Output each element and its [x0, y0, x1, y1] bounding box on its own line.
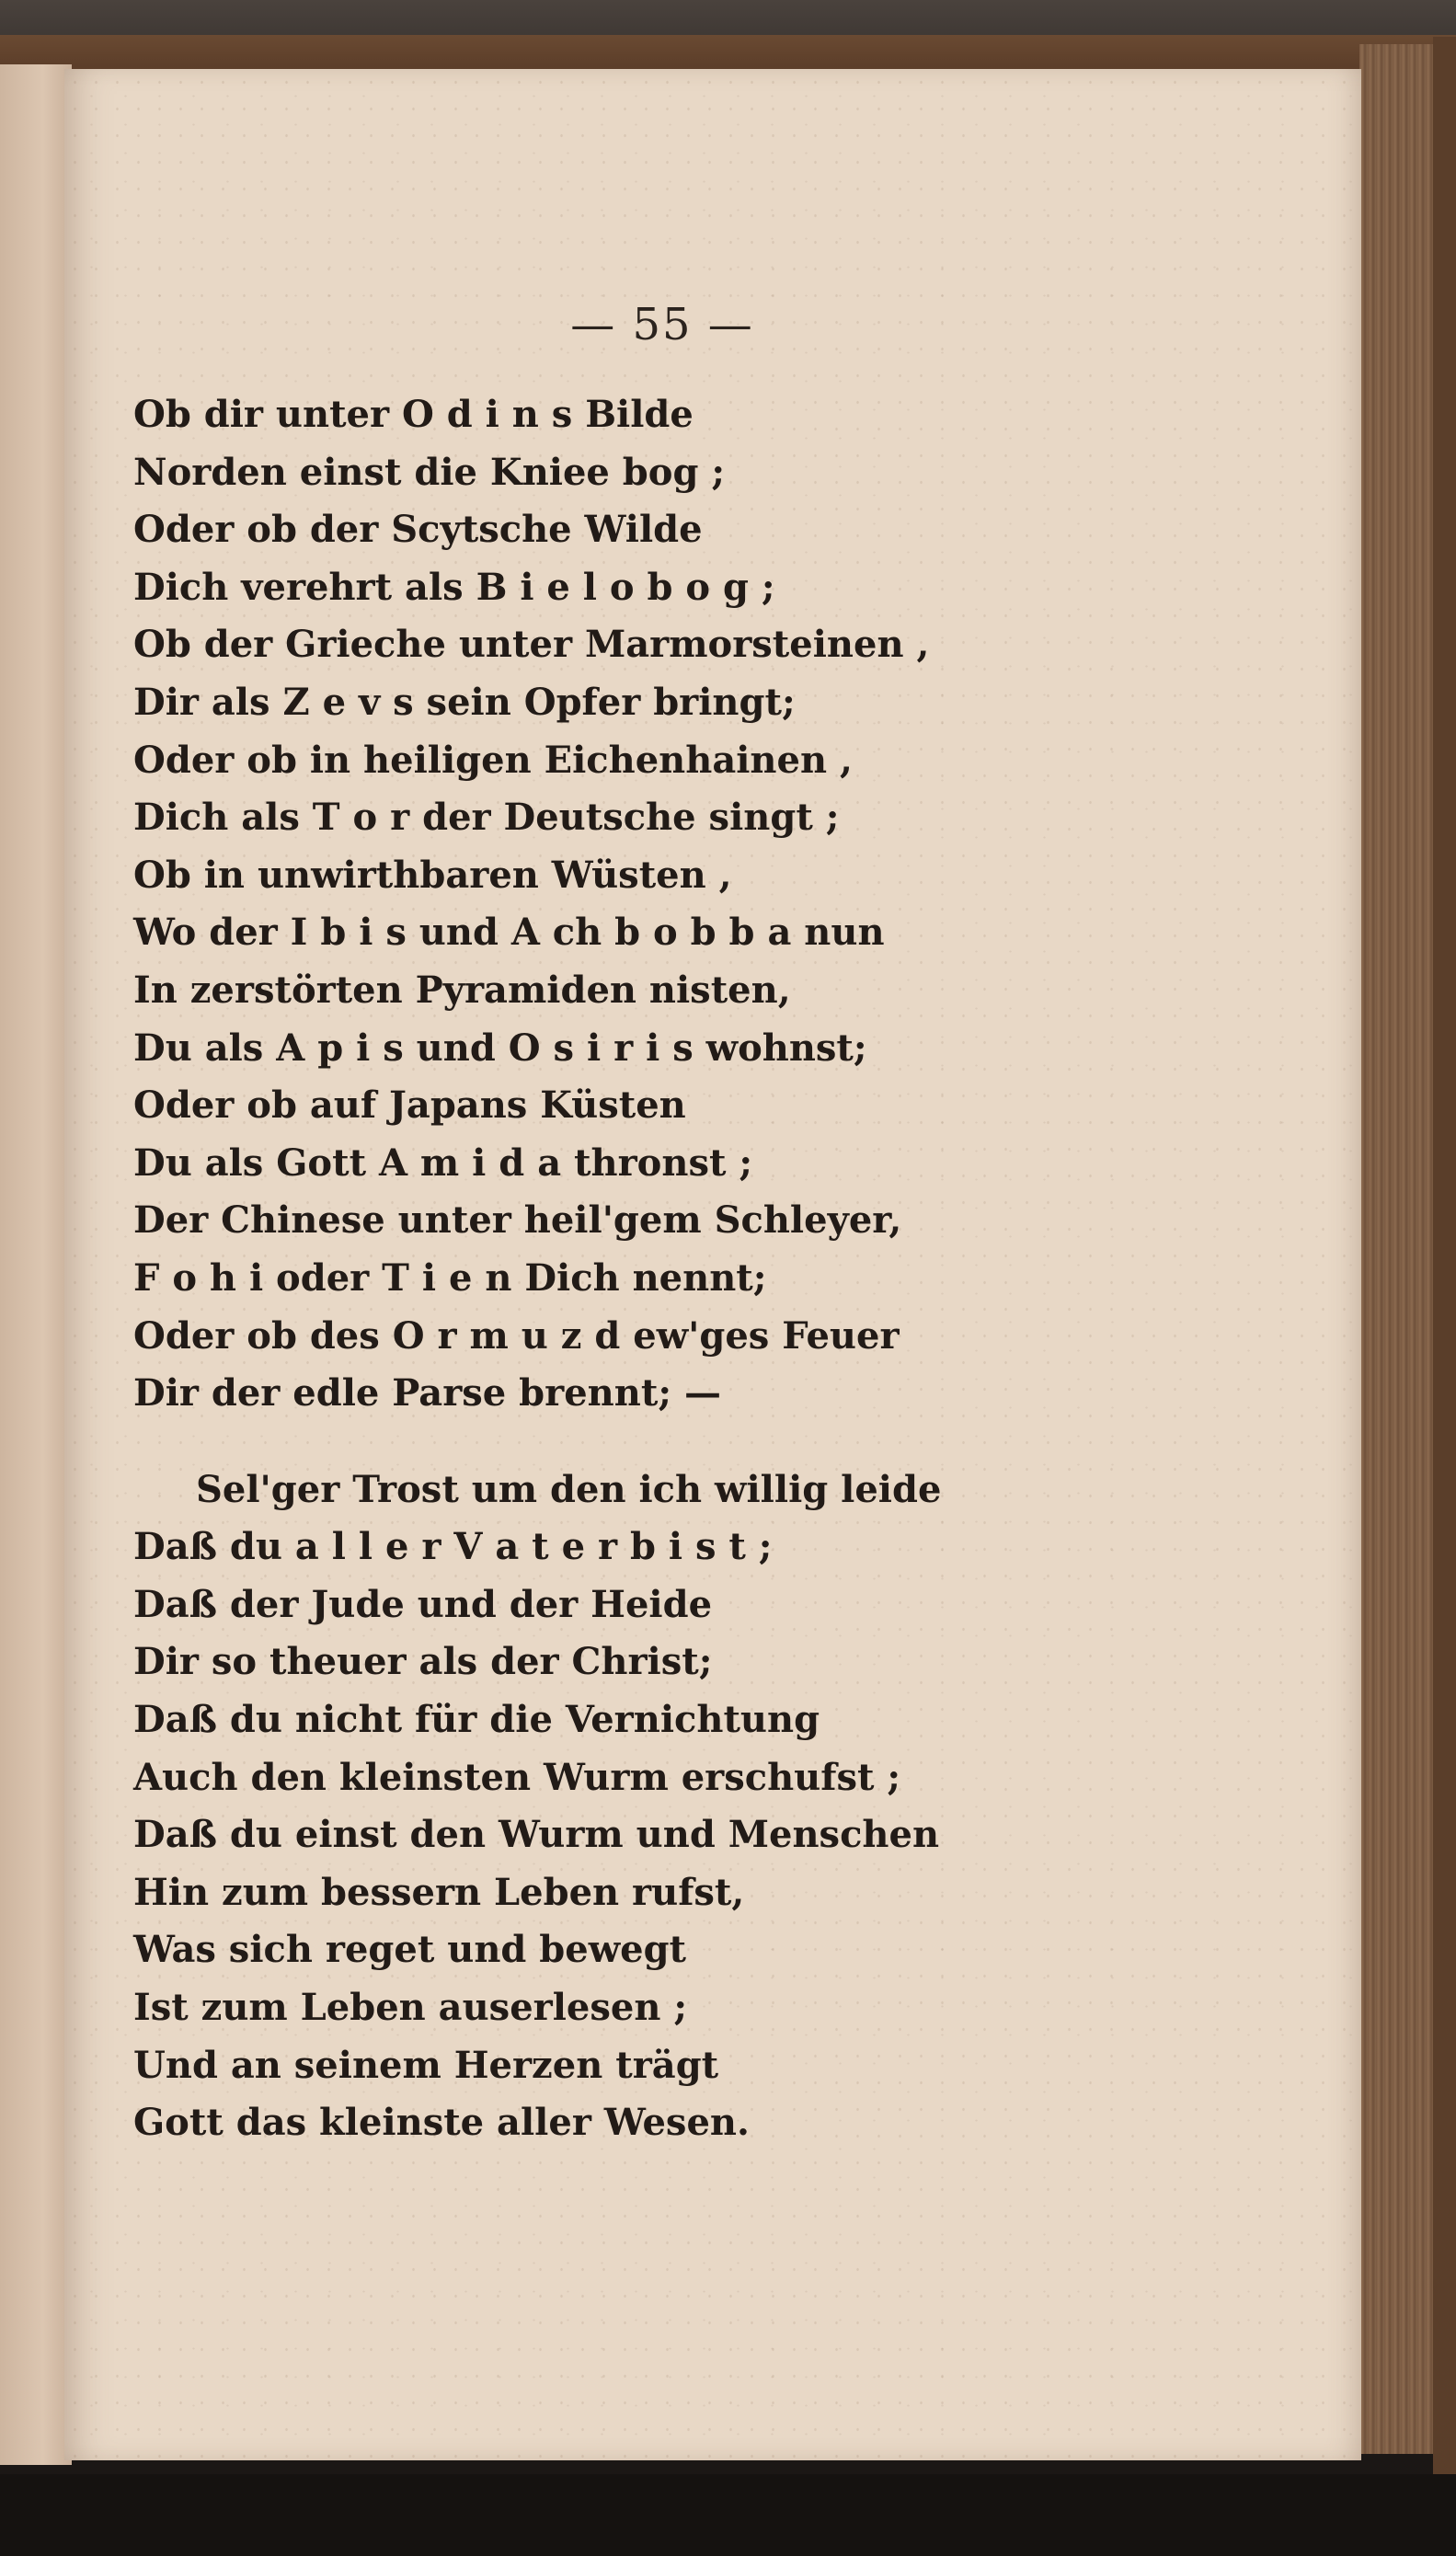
- poem-text: [133, 386, 1329, 2152]
- book-page-edges: [1359, 44, 1442, 2454]
- poem-line: Oder ob der Scytsche Wilde: [133, 508, 703, 552]
- previous-page-sliver: [0, 64, 72, 2465]
- stanza-break: [133, 1423, 1329, 1461]
- poem-line: Gott das kleinste aller Wesen.: [133, 2101, 750, 2145]
- background-bottom: [0, 2474, 1456, 2556]
- poem-line: Daß du einst den Wurm und Menschen: [133, 1813, 940, 1857]
- poem-line: Dir der edle Parse brennt; —: [133, 1371, 722, 1416]
- poem-line: Daß der Jude und der Heide: [133, 1582, 713, 1626]
- poem-line: Daß du a l l e r V a t e r b i s t ;: [133, 1525, 773, 1569]
- poem-line: Du als Gott A m i d a thronst ;: [133, 1140, 753, 1185]
- poem-line: Dir so theuer als der Christ;: [133, 1640, 713, 1684]
- poem-line: Der Chinese unter heil'gem Schleyer,: [133, 1198, 902, 1243]
- poem-line: Dich verehrt als B i e l o b o g ;: [133, 565, 775, 609]
- poem-line: Hin zum bessern Leben rufst,: [133, 1870, 745, 1914]
- page-number: — 55 —: [570, 299, 754, 350]
- poem-line: Was sich reget und bewegt: [133, 1928, 687, 1972]
- book-cover-right-edge: [1433, 37, 1456, 2474]
- poem-line: Dich als T o r der Deutsche singt ;: [133, 796, 840, 840]
- poem-line: Ob dir unter O d i n s Bilde: [133, 393, 694, 436]
- poem-line: Ob der Grieche unter Marmorsteinen ,: [133, 623, 930, 667]
- poem-line: Wo der I b i s und A ch b o b b a nun: [133, 911, 885, 955]
- book-cover-top-edge: [0, 35, 1456, 72]
- poem-line: Ob in unwirthbaren Wüsten ,: [133, 853, 732, 897]
- poem-line: F o h i oder T i e n Dich nennt;: [133, 1255, 767, 1300]
- poem-line: Norden einst die Kniee bog ;: [133, 450, 726, 494]
- poem-line: Dir als Z e v s sein Opfer bringt;: [133, 680, 796, 724]
- poem-line: Oder ob des O r m u z d ew'ges Feuer: [133, 1313, 900, 1358]
- poem-line: Oder ob auf Japans Küsten: [133, 1083, 686, 1128]
- poem-line: Sel'ger Trost um den ich willig leide: [196, 1467, 942, 1511]
- poem-line: Auch den kleinsten Wurm erschufst ;: [133, 1755, 901, 1799]
- stanza-1: [133, 386, 1329, 1423]
- poem-line: In zerstörten Pyramiden nisten,: [133, 968, 791, 1012]
- poem-line: Oder ob in heiligen Eichenhainen ,: [133, 738, 853, 782]
- stanza-2: [133, 1461, 1329, 2152]
- poem-line: Du als A p i s und O s i r i s wohnst;: [133, 1026, 867, 1070]
- poem-line: Und an seinem Herzen trägt: [133, 2043, 719, 2087]
- poem-line: Ist zum Leben auserlesen ;: [133, 1986, 688, 2030]
- poem-line: Daß du nicht für die Vernichtung: [133, 1698, 820, 1742]
